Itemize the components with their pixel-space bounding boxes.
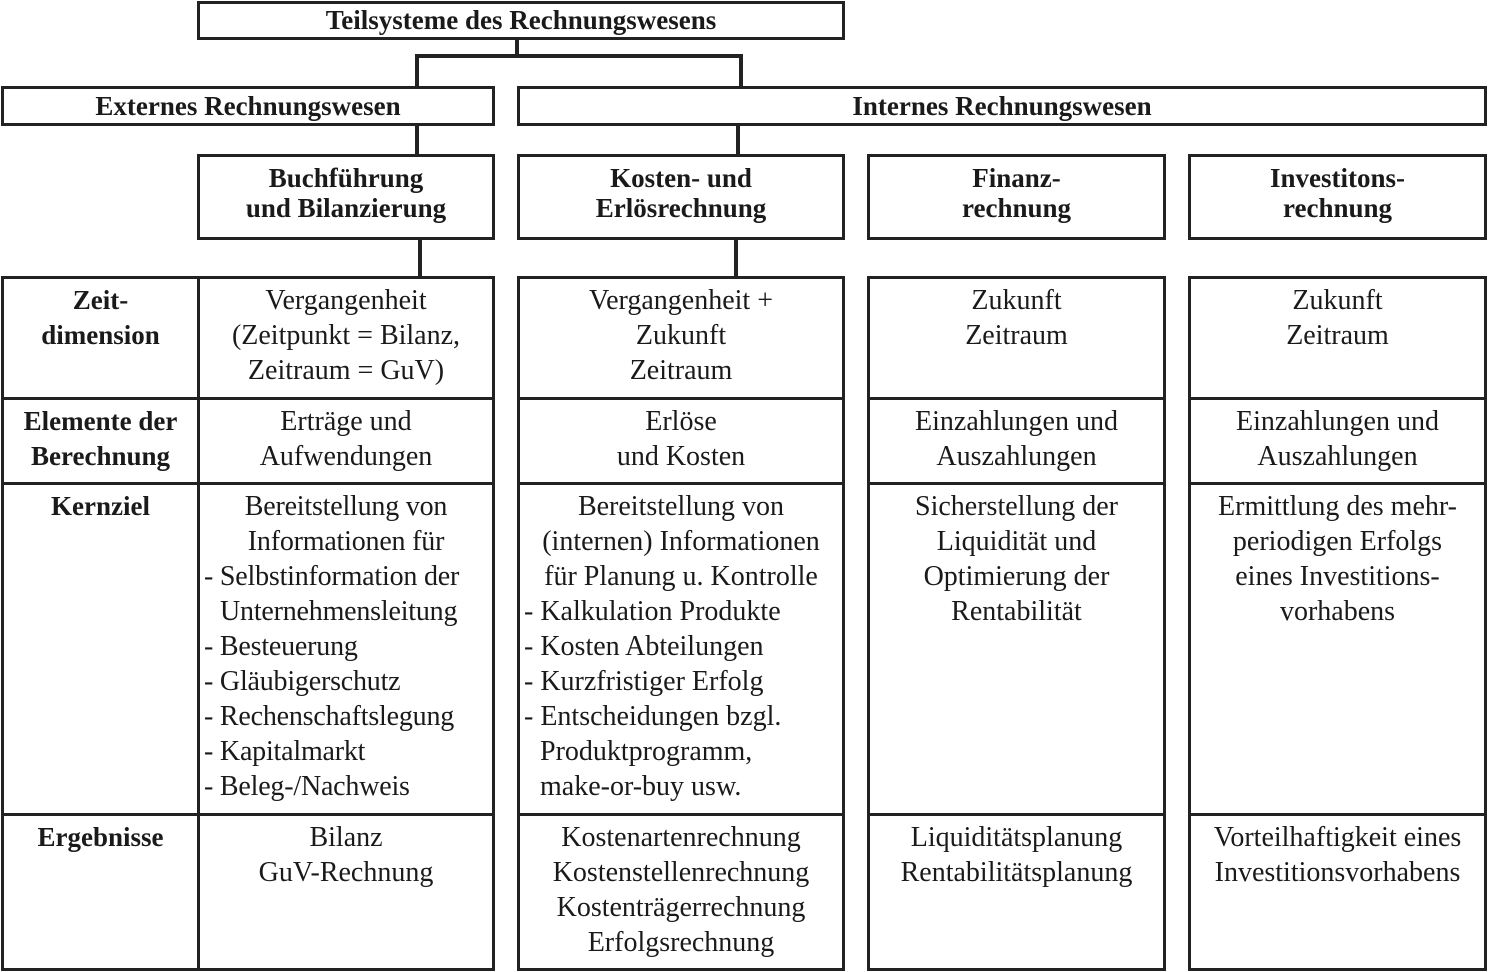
- cell-line: (internen) Informationen: [542, 526, 820, 557]
- cell-line: Informationen für: [247, 526, 445, 557]
- list-item: - Beleg-/Nachweis: [204, 771, 410, 802]
- root-title: Teilsysteme des Rechnungswesens: [325, 5, 717, 35]
- label-line: Zeit-: [72, 285, 129, 315]
- row-label-ergebnisse: [1, 813, 200, 971]
- cell-kern-buchfuehrung: [197, 482, 495, 816]
- label-line: Ergebnisse: [37, 822, 164, 852]
- col-header-investition: [1188, 154, 1487, 240]
- cell-line: Aufwendungen: [259, 441, 433, 472]
- col-header-line: Erlösrechnung: [595, 193, 767, 223]
- list-item: Unternehmensleitung: [220, 596, 458, 627]
- cell-line: Auszahlungen: [936, 441, 1097, 472]
- cell-line: Bereitstellung von: [244, 491, 448, 522]
- label-line: Kernziel: [51, 491, 150, 521]
- row-label-kernziel: [1, 482, 200, 816]
- list-item: - Kurzfristiger Erfolg: [524, 666, 764, 697]
- cell-line: vorhabens: [1279, 596, 1396, 627]
- connector: [739, 54, 743, 88]
- col-header-buchfuehrung: [197, 154, 495, 240]
- cell-erg-buchfuehrung: [197, 813, 495, 971]
- cell-line: Vergangenheit: [265, 285, 427, 316]
- cell-line: (Zeitpunkt = Bilanz,: [231, 320, 461, 351]
- col-header-line: Finanz-: [972, 163, 1061, 193]
- internal-title: Internes Rechnungswesen: [852, 91, 1152, 121]
- cell-elem-buchfuehrung: [197, 397, 495, 485]
- col-header-line: rechnung: [1282, 193, 1393, 223]
- list-item: - Kalkulation Produkte: [524, 596, 781, 627]
- col-header-line: Buchführung: [268, 163, 424, 193]
- row-label-zeitdimension: [1, 276, 200, 400]
- col-header-finanz: [867, 154, 1166, 240]
- cell-line: Liquidität und: [936, 526, 1097, 557]
- cell-line: Rentabilitätsplanung: [900, 857, 1133, 888]
- cell-zeit-investition: [1188, 276, 1487, 400]
- cell-line: Kostenstellenrechnung: [552, 857, 810, 888]
- cell-line: Rentabilität: [951, 596, 1082, 627]
- root-box: [197, 1, 845, 40]
- internal-box: [517, 86, 1487, 126]
- cell-line: Kostenträgerrechnung: [556, 892, 806, 923]
- cell-line: Zeitraum: [629, 355, 733, 386]
- list-item: make-or-buy usw.: [540, 771, 742, 802]
- bullet-list: [200, 559, 492, 804]
- list-item: - Gläubigerschutz: [204, 666, 401, 697]
- connector: [736, 124, 740, 156]
- cell-line: Bereitstellung von: [577, 491, 785, 522]
- connector: [415, 124, 419, 156]
- cell-line: eines Investitions-: [1235, 561, 1440, 592]
- row-label-elemente: [1, 397, 200, 485]
- cell-line: Kostenartenrechnung: [561, 822, 801, 853]
- cell-elem-investition: [1188, 397, 1487, 485]
- cell-elem-kosten: [517, 397, 845, 485]
- cell-line: periodigen Erfolgs: [1232, 526, 1443, 557]
- cell-line: und Kosten: [616, 441, 746, 472]
- cell-line: Liquiditätsplanung: [910, 822, 1123, 853]
- label-line: dimension: [41, 320, 160, 350]
- cell-line: Zukunft: [635, 320, 727, 351]
- col-header-line: rechnung: [961, 193, 1072, 223]
- cell-line: Zukunft: [1292, 285, 1383, 316]
- cell-elem-finanz: [867, 397, 1166, 485]
- cell-erg-finanz: [867, 813, 1166, 971]
- cell-line: Erlöse: [645, 406, 717, 437]
- cell-zeit-finanz: [867, 276, 1166, 400]
- col-header-kosten: [517, 154, 845, 240]
- cell-line: Vorteilhaftigkeit eines: [1213, 822, 1462, 853]
- connector: [418, 238, 422, 278]
- col-header-line: und Bilanzierung: [245, 193, 447, 223]
- list-item: - Rechenschaftslegung: [204, 701, 455, 732]
- external-box: [1, 86, 495, 126]
- cell-line: Vergangenheit +: [589, 285, 773, 316]
- cell-line: Zeitraum: [965, 320, 1068, 351]
- list-item: - Selbstinformation der: [204, 561, 460, 592]
- connector: [734, 238, 738, 278]
- cell-line: Investitionsvorhabens: [1214, 857, 1461, 888]
- cell-kern-kosten: [517, 482, 845, 816]
- list-item: - Kosten Abteilungen: [524, 631, 764, 662]
- cell-line: Zukunft: [971, 285, 1062, 316]
- cell-line: Sicherstellung der: [915, 491, 1118, 522]
- list-item: - Besteuerung: [204, 631, 358, 662]
- cell-line: GuV-Rechnung: [258, 857, 434, 888]
- cell-kern-finanz: [867, 482, 1166, 816]
- cell-line: Zeitraum = GuV): [247, 355, 445, 386]
- cell-line: Erträge und: [280, 406, 412, 437]
- cell-line: Auszahlungen: [1257, 441, 1418, 472]
- list-item: - Entscheidungen bzgl.: [524, 701, 782, 732]
- cell-line: Erfolgsrechnung: [587, 927, 775, 958]
- bullet-list: [520, 594, 842, 804]
- cell-line: Optimierung der: [923, 561, 1110, 592]
- cell-erg-investition: [1188, 813, 1487, 971]
- label-line: Berechnung: [30, 441, 171, 471]
- label-line: Elemente der: [23, 406, 178, 436]
- cell-line: für Planung u. Kontrolle: [544, 561, 818, 592]
- connector: [415, 54, 743, 58]
- cell-line: Zeitraum: [1286, 320, 1389, 351]
- cell-line: Einzahlungen und: [915, 406, 1118, 437]
- list-item: - Kapitalmarkt: [204, 736, 366, 767]
- cell-line: Einzahlungen und: [1236, 406, 1439, 437]
- connector: [415, 54, 419, 88]
- cell-zeit-kosten: [517, 276, 845, 400]
- list-item: Produktprogramm,: [540, 736, 753, 767]
- cell-zeit-buchfuehrung: [197, 276, 495, 400]
- col-header-line: Investitons-: [1269, 163, 1405, 193]
- cell-line: Ermittlung des mehr-: [1218, 491, 1457, 522]
- cell-kern-investition: [1188, 482, 1487, 816]
- external-title: Externes Rechnungswesen: [95, 91, 401, 121]
- col-header-line: Kosten- und: [610, 163, 752, 193]
- cell-erg-kosten: [517, 813, 845, 971]
- cell-line: Bilanz: [309, 822, 383, 853]
